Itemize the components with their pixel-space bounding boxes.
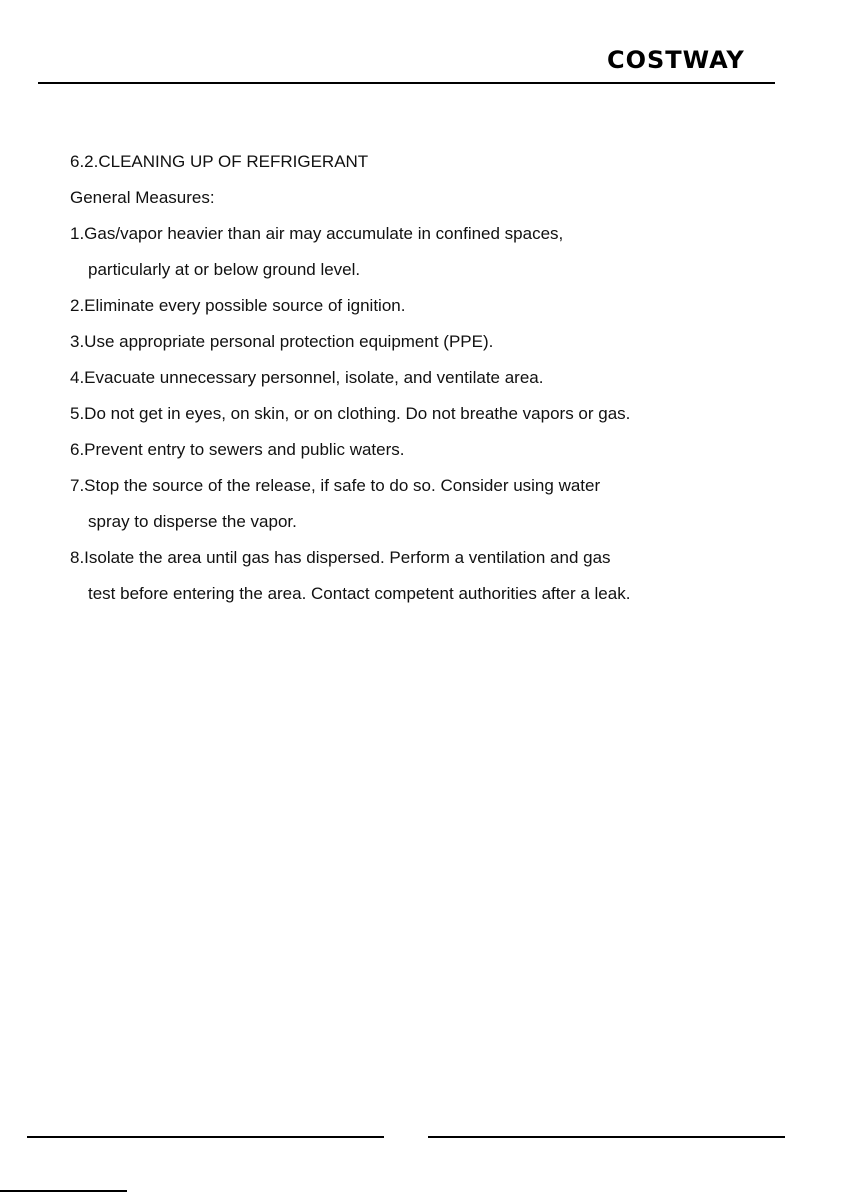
list-item: 8.Isolate the area until gas has dispersed. Perform a ventilation and gas (70, 548, 611, 567)
section-content (70, 144, 790, 612)
footer-divider-left (27, 1136, 384, 1138)
list-item-continuation: particularly at or below ground level. (88, 260, 361, 279)
list-item: 7.Stop the source of the release, if safe to do so. Consider using water (70, 476, 601, 495)
list-item: 6.Prevent entry to sewers and public waters. (70, 440, 405, 459)
list-item: 1.Gas/vapor heavier than air may accumulate in confined spaces, (70, 224, 564, 243)
footer-divider-right (428, 1136, 785, 1138)
section-subtitle: General Measures: (70, 188, 215, 207)
list-item-continuation: spray to disperse the vapor. (88, 512, 297, 531)
list-item: 3.Use appropriate personal protection equipment (PPE). (70, 332, 494, 351)
list-item: 2.Eliminate every possible source of ignition. (70, 296, 406, 315)
list-item-continuation: test before entering the area. Contact competent authorities after a leak. (88, 584, 631, 603)
header-divider (38, 82, 775, 84)
list-item: 4.Evacuate unnecessary personnel, isolate, and ventilate area. (70, 368, 544, 387)
section-title: 6.2.CLEANING UP OF REFRIGERANT (70, 152, 369, 171)
brand-logo: COSTWAY (607, 46, 745, 74)
list-item: 5.Do not get in eyes, on skin, or on clothing. Do not breathe vapors or gas. (70, 404, 631, 423)
